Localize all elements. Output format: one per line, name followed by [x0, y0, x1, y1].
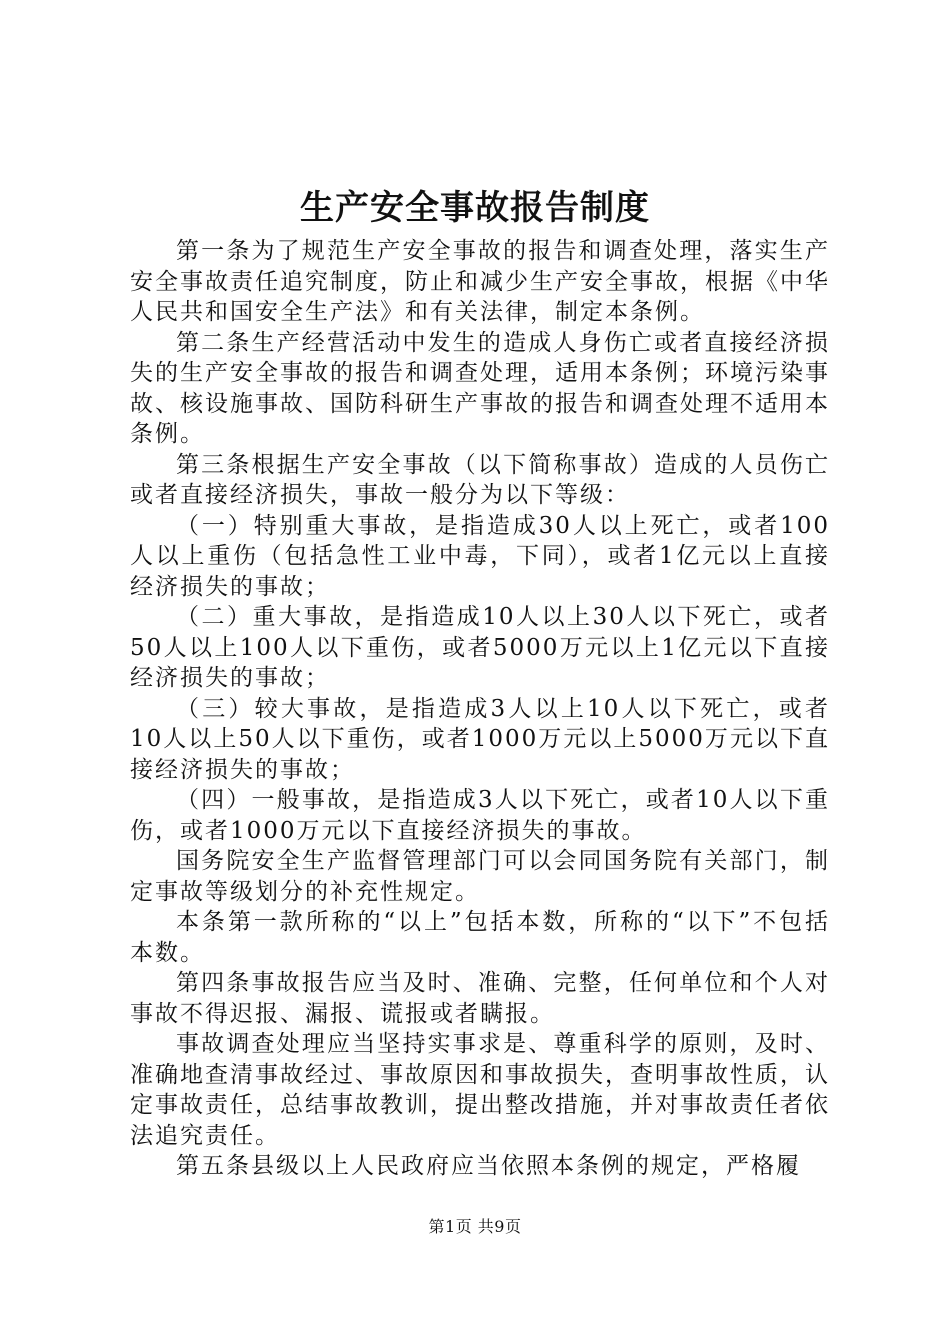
paragraph-investigation-principle: 事故调查处理应当坚持实事求是、尊重科学的原则，及时、准确地查清事故经过、事故原因和事故损失，查明事故性质，认定事故责任，总结事故教训，提出整改措施，并对事故责任者依法追究责任。 — [130, 1031, 830, 1149]
document-body — [130, 236, 830, 1182]
paragraph-level-2: （二）重大事故，是指造成10人以上30人以下死亡，或者50人以上100人以下重伤，或者5000万元以上1亿元以下直接经济损失的事故； — [130, 604, 830, 691]
paragraph-level-3: （三）较大事故，是指造成3人以上10人以下死亡，或者10人以上50人以下重伤，或者1000万元以上5000万元以下直接经济损失的事故； — [130, 695, 830, 783]
paragraph-article-4: 第四条事故报告应当及时、准确、完整，任何单位和个人对事故不得迟报、漏报、谎报或者瞒报。 — [130, 970, 830, 1027]
paragraph-article-5: 第五条县级以上人民政府应当依照本条例的规定，严格履 — [176, 1153, 801, 1179]
paragraph-level-1: （一）特别重大事故，是指造成30人以上死亡，或者100人以上重伤（包括急性工业中毒，下同），或者1亿元以上直接经济损失的事故； — [130, 512, 830, 600]
paragraph-level-4: （四）一般事故，是指造成3人以下死亡，或者10人以下重伤，或者1000万元以下直接经济损失的事故。 — [130, 787, 830, 844]
page-number-footer: 第1页 共9页 — [428, 1217, 522, 1236]
document-title: 生产安全事故报告制度 — [300, 188, 650, 228]
paragraph-article-3: 第三条根据生产安全事故（以下简称事故）造成的人员伤亡或者直接经济损失，事故一般分为以下等级： — [130, 451, 830, 508]
paragraph-supplementary-rules: 国务院安全生产监督管理部门可以会同国务院有关部门，制定事故等级划分的补充性规定。 — [130, 848, 830, 905]
paragraph-definition-note: 本条第一款所称的“以上”包括本数，所称的“以下”不包括本数。 — [130, 909, 830, 966]
paragraph-article-1: 第一条为了规范生产安全事故的报告和调查处理，落实生产安全事故责任追究制度，防止和减少生产安全事故，根据《中华人民共和国安全生产法》和有关法律，制定本条例。 — [130, 238, 830, 325]
paragraph-article-2: 第二条生产经营活动中发生的造成人身伤亡或者直接经济损失的生产安全事故的报告和调查处理，适用本条例；环境污染事故、核设施事故、国防科研生产事故的报告和调查处理不适用本条例。 — [130, 329, 830, 447]
